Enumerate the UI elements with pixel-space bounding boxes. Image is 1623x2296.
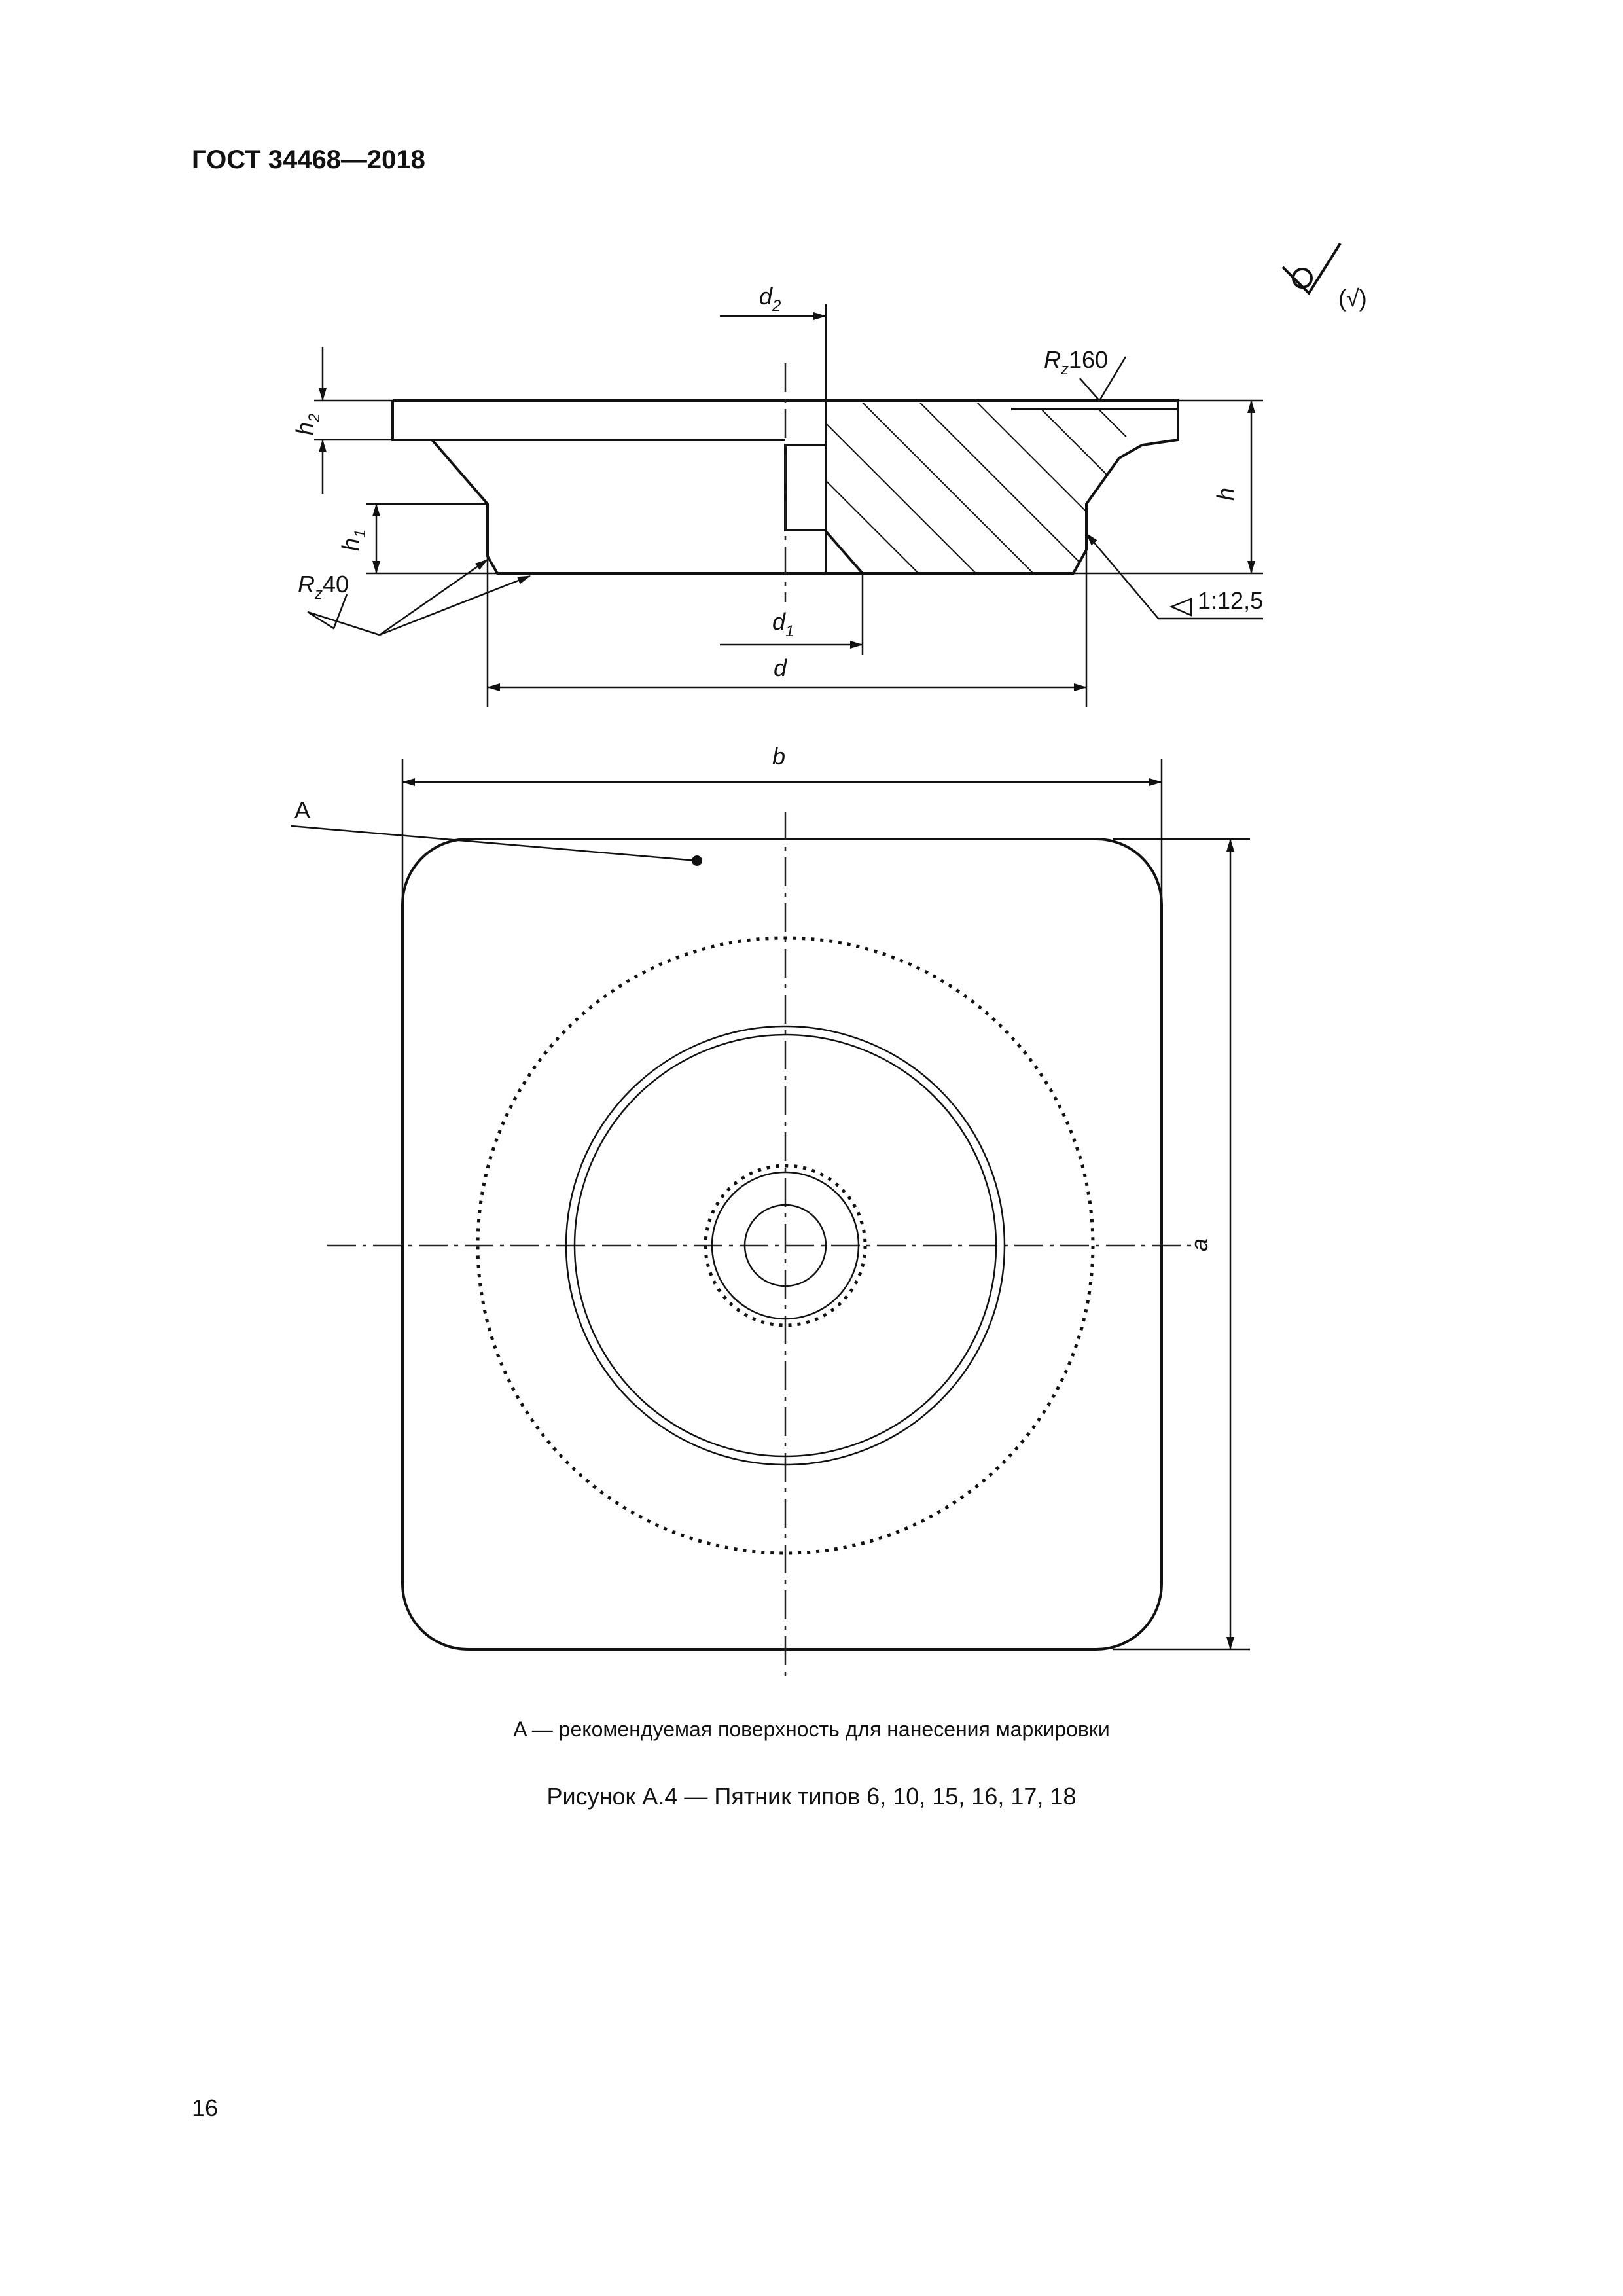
label-A: A [294,797,311,823]
figure-caption: Рисунок A.4 — Пятник типов 6, 10, 15, 16, 17, 18 [546,1783,1077,1810]
section-hatch [826,403,1142,573]
dim-h2-label: $h_2$ [291,413,323,435]
dim-h1-label: $h_1$ [337,529,369,551]
roughness-leader-1 [380,560,488,635]
dim-b-label: b [772,743,786,770]
document-header: ГОСТ 34468—2018 [192,145,425,174]
taper-leader [1086,533,1158,619]
plate-outline [402,839,1162,1649]
dim-d2-label: $d_2$ [759,283,781,315]
legend-note: A — рекомендуемая поверхность для нанесения маркировки [513,1717,1110,1741]
label-A-point [692,855,702,866]
taper-label: 1:12,5 [1198,587,1264,614]
label-A-leader [291,826,697,861]
section-view [291,283,1263,707]
dim-d-label: d [774,655,787,681]
roughness-paren-text: (√) [1338,285,1367,312]
roughness-leader-2 [380,576,530,635]
dim-h-label: h [1212,487,1239,501]
dim-d1-label: $d_1$ [772,608,794,640]
plan-view [291,743,1250,1676]
roughness-leader-base [308,612,380,635]
roughness-top-label: $R_z160$ [1044,346,1109,378]
general-roughness-symbol [1283,243,1367,312]
dim-a-label: a [1186,1238,1213,1251]
roughness-bottom-label: $R_z40$ [298,571,349,603]
page-number: 16 [192,2094,219,2121]
taper-icon [1171,599,1191,615]
